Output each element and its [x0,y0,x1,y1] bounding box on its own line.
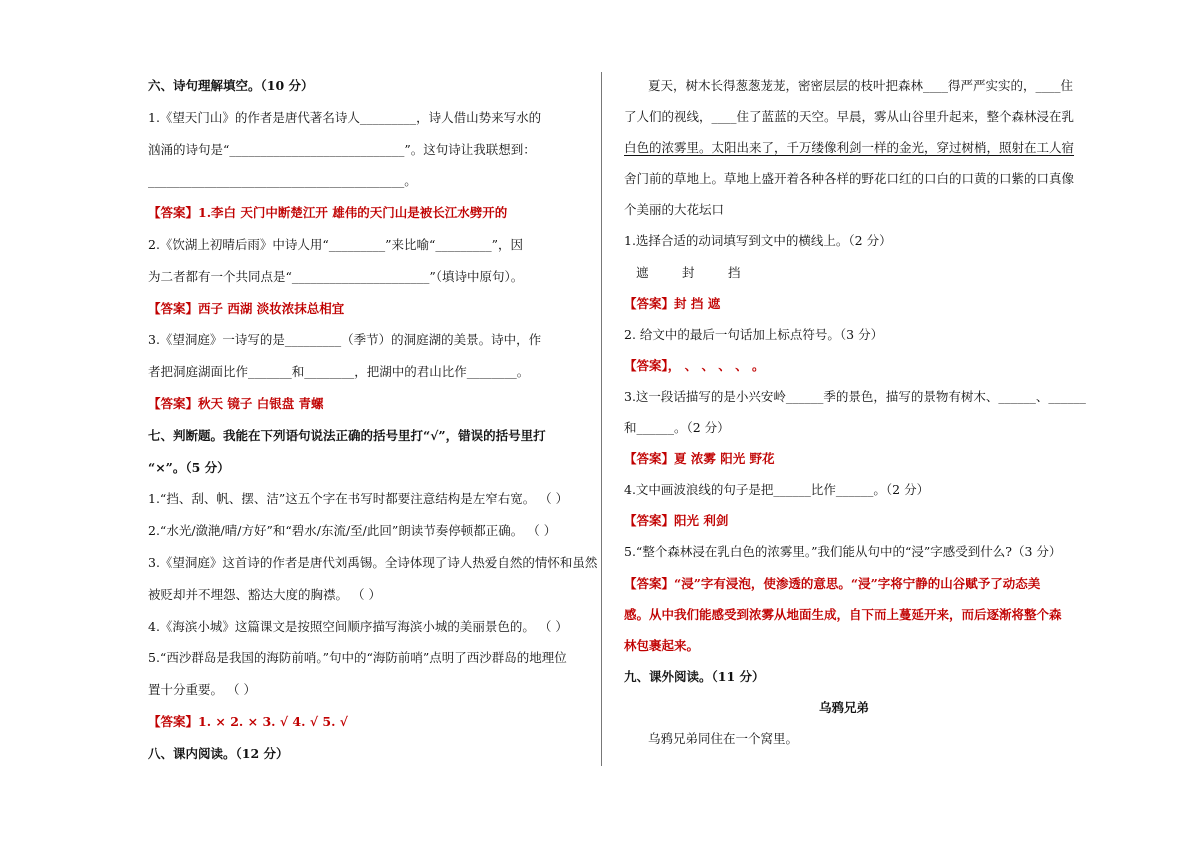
section-heading: 七、判断题。我能在下列语句说法正确的括号里打“√”，错误的括号里打 [148,427,546,443]
question-line: 2.“水光/潋滟/晴/方好”和“碧水/东流/至/此回”朗读节奏停顿都正确。 （ ） [148,523,557,539]
left-column [148,70,598,770]
question-line: 者把洞庭湖面比作_______和________，把湖中的君山比作________。 [148,364,530,380]
question-line: 1.“挡、刮、帆、摆、洁”这五个字在书写时都要注意结构是左窄右宽。 （ ） [148,491,569,507]
question-line: 5.“西沙群岛是我国的海防前哨。”句中的“海防前哨”点明了西沙群岛的地理位 [148,650,567,666]
section-heading: 八、课内阅读。（12 分） [148,745,289,761]
section-9-heading: 九、课外阅读。（11 分） [624,668,765,684]
passage-line-5: 个美丽的大花坛口 [624,202,725,218]
question-line: 2.《饮湖上初晴后雨》中诗人用“_________”来比喻“_________”，因 [148,236,523,252]
passage-line-3 [624,132,1075,163]
story-first-line: 乌鸦兄弟同住在一个窝里。 [648,730,799,746]
question-line: 汹涌的诗句是“____________________________”。这句诗让我联想到： [148,141,536,157]
right-column [624,70,1086,754]
answer-5-line-2: 感。从中我们能感受到浓雾从地面生成，自下而上蔓延开来，而后逐渐将整个森 [624,606,1062,622]
section-heading: “×”。（5 分） [148,459,230,475]
passage-line-2: 了人们的视线，____住了蓝蓝的天空。早晨，雾从山谷里升起来，整个森林浸在乳 [624,109,1075,125]
question-3-line-2: 和______。（2 分） [624,420,730,436]
question-5: 5.“整个森林浸在乳白色的浓雾里。”我们能从句中的“浸”字感受到什么?（3 分） [624,544,1062,560]
answer-line: 【答案】1.李白 天门中断楚江开 雄伟的天门山是被长江水劈开的 [148,205,508,221]
question-1: 1.选择合适的动词填写到文中的横线上。（2 分） [624,233,892,249]
question-2: 2. 给文中的最后一句话加上标点符号。（3 分） [624,326,884,342]
choice-feng: 封 [682,264,695,280]
answer-3: 【答案】夏 浓雾 阳光 野花 [624,451,775,467]
passage-line-4: 舍门前的草地上。草地上盛开着各种各样的野花口红的口白的口黄的口紫的口真像 [624,171,1075,187]
question-line: 3.《望洞庭》这首诗的作者是唐代刘禹锡。全诗体现了诗人热爱自然的情怀和虽然 [148,554,598,570]
question-3-line-1: 3.这一段话描写的是小兴安岭______季的景色，描写的景物有树木、______、______ [624,388,1086,404]
section-heading: 六、诗句理解填空。（10 分） [148,78,314,93]
question-line: 为二者都有一个共同点是“______________________”（填诗中原句）。 [148,268,524,284]
question-line: _________________________________________。 [148,173,417,189]
answer-line: 【答案】1. × 2. × 3. √ 4. √ 5. √ [148,713,349,729]
question-4: 4.文中画波浪线的句子是把______比作______。（2 分） [624,482,930,498]
question-line: 置十分重要。 （ ） [148,682,256,698]
choice-zhe: 遮 [636,264,649,280]
question-line: 1.《望天门山》的作者是唐代著名诗人_________，诗人借山势来写水的 [148,109,542,125]
column-divider [601,72,602,766]
choice-dang: 挡 [728,264,741,280]
question-line: 4.《海滨小城》这篇课文是按照空间顺序描写海滨小城的美丽景色的。 （ ） [148,618,568,634]
passage-line-1: 夏天，树木长得葱葱茏茏，密密层层的枝叶把森林____得严严实实的，____住 [648,78,1074,93]
answer-5-line-3: 林包裹起来。 [624,637,700,653]
answer-line: 【答案】秋天 镜子 白银盘 青螺 [148,395,324,411]
answer-5-line-1: 【答案】“浸”字有浸泡，使渗透的意思。“浸”字将宁静的山谷赋予了动态美 [624,575,1041,591]
story-title: 乌鸦兄弟 [818,699,869,715]
answer-1: 【答案】封 挡 遮 [624,295,721,311]
question-line: 被贬却并不埋怨、豁达大度的胸襟。 （ ） [148,586,381,602]
answer-4: 【答案】阳光 利剑 [624,513,729,529]
answer-line: 【答案】西子 西湖 淡妆浓抹总相宜 [148,300,345,316]
question-line: 3.《望洞庭》一诗写的是_________（季节）的洞庭湖的美景。诗中，作 [148,332,542,348]
wavy-underlined-sentence: 白色的浓雾里。太阳出来了，千万缕像利剑一样的金光，穿过树梢，照射在工人宿 [624,140,1075,156]
answer-2: 【答案】， 、 、 、 、 。 [624,357,765,373]
verb-choices [624,257,1064,288]
